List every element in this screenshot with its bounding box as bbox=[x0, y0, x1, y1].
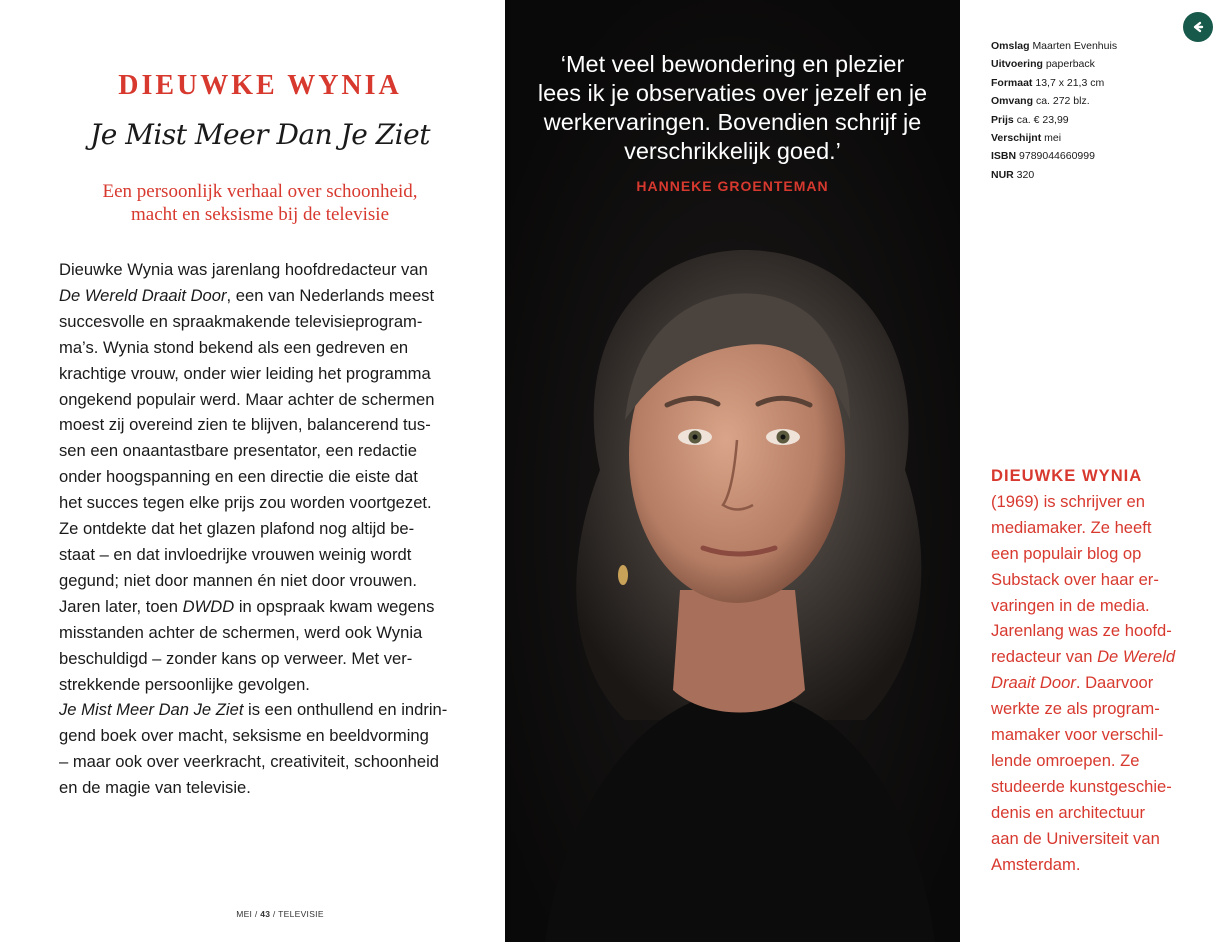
spec-row bbox=[991, 166, 1191, 184]
spec-row bbox=[991, 111, 1191, 129]
spec-key: Uitvoering bbox=[991, 58, 1043, 71]
bio-line: Substack over haar er- bbox=[991, 569, 1159, 589]
subtitle-line: Een persoonlijk verhaal over schoonheid, bbox=[102, 181, 418, 202]
description-line: ongekend populair werd. Maar achter de schermen bbox=[59, 389, 435, 409]
description-line: succesvolle en spraakmakende televisieprogram- bbox=[59, 311, 423, 331]
author-heading: DIEUWKE WYNIA bbox=[118, 70, 402, 101]
quote-line: werkervaringen. Bovendien schrijf je bbox=[543, 109, 922, 135]
bio-line: werkte ze als program- bbox=[991, 699, 1160, 719]
book-title: Je Mist Meer Dan Je Ziet bbox=[90, 118, 430, 151]
description-line: strekkende persoonlijke gevolgen. bbox=[59, 674, 310, 694]
description-line: misstanden achter de schermen, werd ook Wynia bbox=[59, 622, 423, 642]
description-line: onder hoogspanning en een directie die eiste dat bbox=[59, 467, 418, 487]
spec-value: 13,7 x 21,3 cm bbox=[1035, 76, 1105, 89]
quote-source: HANNEKE GROENTEMAN bbox=[636, 178, 829, 194]
spec-value: 9789044660999 bbox=[1019, 150, 1095, 163]
description-line: krachtige vrouw, onder wier leiding het programma bbox=[59, 363, 431, 383]
spec-key: Verschijnt bbox=[991, 132, 1042, 145]
subtitle-line: macht en seksisme bij de televisie bbox=[130, 204, 389, 225]
description-line: – maar ook over veerkracht, creativiteit, schoonheid bbox=[59, 752, 439, 772]
description-line: Jaren later, toen DWDD in opspraak kwam wegens bbox=[59, 596, 435, 616]
quote-line: ‘Met veel bewondering en plezier bbox=[560, 51, 905, 77]
description-line: het succes tegen elke prijs zou worden voortgezet. bbox=[59, 493, 432, 513]
description-line: ma’s. Wynia stond bekend als een gedreven en bbox=[59, 337, 409, 357]
spec-row bbox=[991, 37, 1191, 55]
bio-line: lende omroepen. Ze bbox=[991, 750, 1140, 770]
bio-line: redacteur van De Wereld bbox=[991, 647, 1176, 667]
spec-row bbox=[991, 74, 1191, 92]
bio-line: aan de Universiteit van bbox=[991, 828, 1160, 848]
description-line: Ze ontdekte dat het glazen plafond nog altijd be- bbox=[59, 519, 415, 539]
spec-row bbox=[991, 92, 1191, 110]
folio-section: TELEVISIE bbox=[278, 909, 324, 919]
bio-author-name: DIEUWKE WYNIA bbox=[991, 466, 1143, 485]
page-folio: MEI / 43 / TELEVISIE bbox=[236, 909, 324, 919]
spec-row bbox=[991, 147, 1191, 165]
spec-key: Prijs bbox=[991, 113, 1014, 126]
spec-value: 320 bbox=[1016, 168, 1035, 181]
spec-value: Maarten Evenhuis bbox=[1032, 40, 1118, 52]
book-subtitle bbox=[60, 180, 460, 226]
folio-page-number: 43 bbox=[260, 909, 271, 919]
book-description bbox=[59, 257, 459, 801]
description-line bbox=[59, 283, 459, 309]
spec-key: Formaat bbox=[991, 76, 1033, 89]
quote-line: verschrikkelijk goed.’ bbox=[624, 138, 841, 164]
bio-line: mamaker voor verschil- bbox=[991, 725, 1164, 745]
folio-month: MEI bbox=[236, 909, 253, 919]
bio-line: mediamaker. Ze heeft bbox=[991, 517, 1152, 537]
bio-line: denis en architectuur bbox=[991, 802, 1146, 822]
description-line-rest: , een van Nederlands meest bbox=[226, 285, 435, 305]
spec-key: Omslag bbox=[991, 40, 1030, 52]
bio-line: Draait Door. Daarvoor bbox=[991, 673, 1154, 693]
bio-line: een populair blog op bbox=[991, 543, 1142, 563]
quote-line: lees ik je observaties over jezelf en je bbox=[537, 80, 928, 106]
spec-row bbox=[991, 55, 1191, 73]
description-italic: DWDD bbox=[182, 596, 235, 616]
description-line: Dieuwke Wynia was jarenlang hoofdredacteur van bbox=[59, 260, 428, 279]
spec-value: ca. 272 blz. bbox=[1035, 95, 1090, 108]
description-line: gegund; niet door mannen én niet door vrouwen. bbox=[59, 570, 417, 590]
spec-value: ca. € 23,99 bbox=[1016, 113, 1069, 126]
spec-key: ISBN bbox=[991, 150, 1017, 163]
description-line: sen een onaantastbare presentator, een redactie bbox=[59, 441, 417, 461]
book-specs bbox=[991, 37, 1191, 184]
description-line: gend boek over macht, seksisme en beeldvorming bbox=[59, 726, 429, 746]
bio-line: varingen in de media. bbox=[991, 595, 1150, 615]
testimonial-quote bbox=[505, 50, 960, 166]
book-info-column bbox=[0, 0, 505, 942]
description-line: beschuldigd – zonder kans op verweer. Met ver- bbox=[59, 648, 413, 668]
spec-value: mei bbox=[1044, 132, 1062, 145]
spec-key: NUR bbox=[991, 168, 1014, 181]
author-bio bbox=[991, 463, 1211, 878]
bio-italic: Draait Door bbox=[991, 673, 1076, 693]
bio-line: Amsterdam. bbox=[991, 854, 1081, 874]
spec-key: Omvang bbox=[991, 95, 1034, 108]
description-italic: De Wereld Draait Door bbox=[59, 285, 227, 305]
arrow-left-icon bbox=[1191, 20, 1205, 34]
description-line: en de magie van televisie. bbox=[59, 778, 251, 798]
spec-value: paperback bbox=[1045, 58, 1095, 71]
spec-row bbox=[991, 129, 1191, 147]
description-line bbox=[59, 697, 459, 723]
bio-line: (1969) is schrijver en bbox=[991, 491, 1146, 511]
description-line-rest: is een onthullend en indrin- bbox=[243, 700, 448, 720]
bio-italic: De Wereld bbox=[1097, 647, 1176, 667]
author-photo-panel bbox=[505, 0, 960, 942]
description-italic: Je Mist Meer Dan Je Ziet bbox=[59, 700, 244, 720]
bio-line: studeerde kunstgeschie- bbox=[991, 776, 1172, 796]
description-line: staat – en dat invloedrijke vrouwen weinig wordt bbox=[59, 544, 412, 564]
description-line: moest zij overeind zien te blijven, balancerend tus- bbox=[59, 415, 431, 435]
bio-line: Jarenlang was ze hoofd- bbox=[991, 621, 1172, 641]
